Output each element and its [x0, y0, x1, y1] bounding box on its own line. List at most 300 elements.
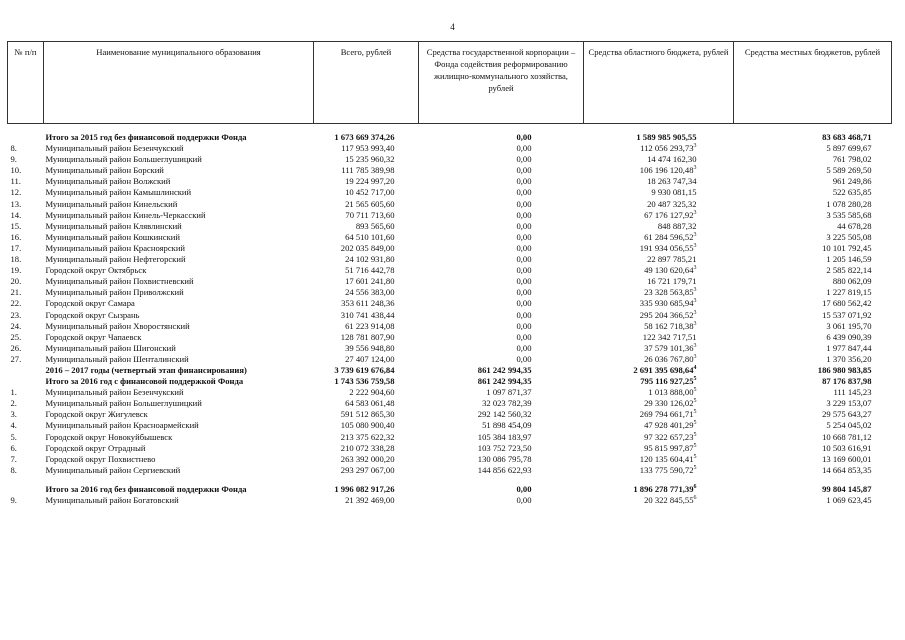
- row-number-text: 2.: [10, 398, 17, 409]
- regional-amount: [584, 376, 734, 387]
- row-number-text: 3.: [10, 409, 17, 420]
- total-amount: [314, 432, 419, 443]
- total-amount-text: 2 222 904,60: [349, 387, 395, 398]
- municipality-name-text: Муниципальный район Хворостянский: [45, 320, 190, 331]
- row-number-text: 5.: [10, 431, 17, 442]
- footnote-marker: 6: [693, 484, 697, 491]
- total-amount-text: 24 556 383,00: [345, 287, 395, 298]
- local-amount-text: 17 680 562,42: [822, 298, 872, 309]
- municipality-name-text: Городской округ Чапаевск: [45, 331, 142, 342]
- fund-amount: [419, 387, 584, 398]
- fund-amount-text: 0,00: [516, 331, 532, 342]
- fund-amount: [419, 187, 584, 198]
- total-amount-text: 111 785 389,98: [341, 165, 395, 176]
- row-number-text: 16.: [10, 231, 22, 242]
- local-amount-text: 1 078 280,28: [826, 198, 872, 209]
- municipality-name: [44, 484, 314, 495]
- total-amount: [314, 243, 419, 254]
- row-number: [8, 276, 44, 287]
- total-amount-text: 263 392 000,20: [340, 453, 395, 464]
- table-row: [8, 495, 892, 506]
- total-amount-text: 3 739 619 676,84: [334, 364, 395, 375]
- local-amount-text: 5 897 699,67: [826, 143, 872, 154]
- fund-amount-text: 0,00: [516, 309, 532, 320]
- fund-amount-text: 292 142 560,32: [477, 409, 532, 420]
- local-amount: [734, 432, 892, 443]
- regional-amount-text: 2 691 395 698,64: [633, 364, 694, 375]
- table-row: [8, 354, 892, 365]
- municipality-name: [44, 465, 314, 476]
- total-amount-text: 213 375 622,32: [340, 431, 395, 442]
- row-number-text: 27.: [10, 353, 22, 364]
- total-amount-text: 17 601 241,80: [345, 276, 395, 287]
- row-number: [8, 287, 44, 298]
- municipality-name: [44, 221, 314, 232]
- total-amount: [314, 465, 419, 476]
- local-amount: [734, 332, 892, 343]
- footnote-marker: 3: [693, 320, 697, 327]
- regional-amount: [584, 495, 734, 506]
- row-number-text: 8.: [10, 464, 17, 475]
- local-amount: [734, 143, 892, 154]
- municipality-name: [44, 287, 314, 298]
- regional-amount-text: 14 474 162,30: [647, 154, 697, 165]
- municipality-name: [44, 132, 314, 143]
- regional-amount-text: 97 322 657,23: [644, 431, 694, 442]
- total-amount: [314, 232, 419, 243]
- fund-amount-text: 0,00: [516, 198, 532, 209]
- row-number: [8, 298, 44, 309]
- local-amount-text: 83 683 468,71: [822, 132, 872, 142]
- table-row: [8, 465, 892, 476]
- fund-amount-text: 103 752 723,50: [477, 442, 532, 453]
- row-number-text: 22.: [10, 298, 22, 309]
- table-row: [8, 176, 892, 187]
- total-amount: [314, 443, 419, 454]
- fund-amount: [419, 143, 584, 154]
- regional-amount-text: 191 934 056,55: [639, 242, 694, 253]
- fund-amount: [419, 465, 584, 476]
- local-amount-text: 111 145,23: [833, 387, 872, 398]
- row-number-text: 19.: [10, 265, 22, 276]
- regional-amount: [584, 465, 734, 476]
- local-amount: [734, 232, 892, 243]
- local-amount: [734, 254, 892, 265]
- regional-amount-text: 295 204 366,52: [639, 309, 694, 320]
- spacer-row: [8, 124, 892, 133]
- footnote-marker: 6: [693, 495, 697, 502]
- fund-amount: [419, 243, 584, 254]
- row-number-text: 11.: [10, 176, 21, 187]
- row-number: [8, 343, 44, 354]
- row-number: [8, 432, 44, 443]
- regional-amount-text: 95 815 997,87: [644, 442, 694, 453]
- regional-amount-text: 122 342 717,51: [642, 331, 697, 342]
- row-number-text: 10.: [10, 165, 22, 176]
- fund-amount-text: 0,00: [516, 342, 532, 353]
- total-amount: [314, 276, 419, 287]
- local-amount: [734, 376, 892, 387]
- municipality-name-text: 2016 – 2017 годы (четвертый этап финансирования): [45, 364, 247, 375]
- header-fund: Средства государственной корпорации – Фонда содействия реформированию жилищно-коммунального хозяйства, рублей: [419, 42, 584, 124]
- municipality-name-text: Муниципальный район Красноярский: [45, 242, 186, 253]
- row-number: [8, 365, 44, 376]
- table-row: [8, 265, 892, 276]
- fund-amount: [419, 310, 584, 321]
- fund-amount: [419, 343, 584, 354]
- footnote-marker: 5: [693, 453, 697, 460]
- local-amount: [734, 387, 892, 398]
- total-amount: [314, 376, 419, 387]
- fund-amount-text: 144 856 622,93: [477, 464, 532, 475]
- municipality-name: [44, 187, 314, 198]
- row-number: [8, 454, 44, 465]
- regional-amount: [584, 187, 734, 198]
- fund-amount-text: 0,00: [516, 276, 532, 287]
- footnote-marker: 3: [693, 287, 697, 294]
- local-amount: [734, 298, 892, 309]
- total-amount: [314, 265, 419, 276]
- regional-amount-text: 848 887,32: [657, 220, 697, 231]
- total-amount: [314, 187, 419, 198]
- regional-amount: [584, 354, 734, 365]
- regional-amount: [584, 365, 734, 376]
- local-amount-text: 761 798,02: [832, 154, 872, 165]
- total-amount-text: 591 512 865,30: [340, 409, 395, 420]
- regional-amount-text: 37 579 101,36: [644, 342, 694, 353]
- table-row: [8, 432, 892, 443]
- municipality-name-text: Муниципальный район Кошкинский: [45, 231, 180, 242]
- row-number-text: 9.: [10, 495, 17, 505]
- fund-amount: [419, 276, 584, 287]
- total-amount-text: 353 611 248,36: [341, 298, 395, 309]
- municipality-name: [44, 321, 314, 332]
- row-number: [8, 354, 44, 365]
- regional-amount-text: 112 056 293,73: [640, 143, 694, 154]
- row-number-text: 1.: [10, 387, 17, 398]
- regional-amount-text: 335 930 685,94: [639, 298, 694, 309]
- fund-amount: [419, 176, 584, 187]
- footnote-marker: 3: [693, 354, 697, 361]
- fund-amount: [419, 354, 584, 365]
- fund-amount-text: 0,00: [516, 231, 532, 242]
- fund-amount: [419, 298, 584, 309]
- municipality-name: [44, 232, 314, 243]
- total-amount: [314, 321, 419, 332]
- local-amount: [734, 187, 892, 198]
- municipality-name: [44, 176, 314, 187]
- regional-amount: [584, 243, 734, 254]
- regional-amount: [584, 232, 734, 243]
- municipality-name: [44, 276, 314, 287]
- spacer-row: [8, 476, 892, 484]
- header-regional: Средства областного бюджета, рублей: [584, 42, 734, 124]
- regional-amount: [584, 443, 734, 454]
- footnote-marker: 3: [693, 165, 697, 172]
- regional-amount-text: 49 130 620,64: [644, 265, 694, 276]
- local-amount: [734, 420, 892, 431]
- fund-amount-text: 51 898 454,09: [482, 420, 532, 431]
- local-amount-text: 1 227 819,15: [826, 287, 872, 298]
- row-number: [8, 376, 44, 387]
- municipality-name-text: Муниципальный район Большеглушицкий: [45, 154, 202, 165]
- municipality-name-text: Муниципальный район Нефтегорский: [45, 254, 186, 265]
- local-amount: [734, 343, 892, 354]
- footnote-marker: 3: [693, 309, 697, 316]
- fund-amount-text: 0,00: [516, 298, 532, 309]
- local-amount: [734, 310, 892, 321]
- footnote-marker: 5: [693, 376, 697, 383]
- local-amount-text: 961 249,86: [832, 176, 872, 187]
- total-amount-text: 128 781 807,90: [340, 331, 395, 342]
- local-amount: [734, 221, 892, 232]
- table-row: [8, 332, 892, 343]
- table-row: [8, 343, 892, 354]
- local-amount-text: 14 664 853,35: [822, 464, 872, 475]
- total-amount: [314, 221, 419, 232]
- local-amount-text: 10 101 792,45: [822, 242, 872, 253]
- municipality-name-text: Муниципальный район Безенчукский: [45, 387, 184, 398]
- row-number: [8, 409, 44, 420]
- local-amount: [734, 484, 892, 495]
- municipality-name: [44, 165, 314, 176]
- row-number: [8, 165, 44, 176]
- municipality-name-text: Муниципальный район Камышлинский: [45, 187, 192, 198]
- fund-amount-text: 0,00: [516, 220, 532, 231]
- row-number: [8, 232, 44, 243]
- row-number: [8, 420, 44, 431]
- fund-amount: [419, 376, 584, 387]
- regional-amount: [584, 409, 734, 420]
- regional-amount: [584, 454, 734, 465]
- fund-amount: [419, 165, 584, 176]
- regional-amount-text: 47 928 401,29: [644, 420, 694, 431]
- municipality-name: [44, 265, 314, 276]
- local-amount-text: 3 061 195,70: [826, 320, 872, 331]
- fund-amount: [419, 454, 584, 465]
- municipality-name: [44, 199, 314, 210]
- table-body: [8, 124, 892, 507]
- row-number-text: 15.: [10, 220, 22, 231]
- row-number-text: 4.: [10, 420, 17, 431]
- fund-amount-text: 0,00: [516, 176, 532, 187]
- total-amount-text: 61 223 914,08: [345, 320, 395, 331]
- fund-amount-text: 0,00: [516, 242, 532, 253]
- total-amount: [314, 409, 419, 420]
- fund-amount-text: 0,00: [516, 187, 532, 198]
- fund-amount-text: 0,00: [516, 353, 532, 364]
- local-amount-text: 3 229 153,07: [826, 398, 872, 409]
- table-row: [8, 276, 892, 287]
- table-row: [8, 232, 892, 243]
- footnote-marker: 5: [693, 409, 697, 416]
- total-amount-text: 310 741 438,44: [340, 309, 395, 320]
- regional-amount-text: 20 487 325,32: [647, 198, 697, 209]
- total-amount: [314, 398, 419, 409]
- row-number-text: 13.: [10, 198, 22, 209]
- regional-amount-text: 23 328 563,85: [644, 287, 694, 298]
- total-amount: [314, 332, 419, 343]
- table-header: [8, 42, 892, 124]
- fund-amount-text: 0,00: [516, 254, 532, 265]
- regional-amount: [584, 254, 734, 265]
- municipality-name-text: Муниципальный район Борский: [45, 165, 164, 176]
- spacer-cell: [8, 124, 892, 133]
- total-amount: [314, 254, 419, 265]
- row-number-text: 20.: [10, 276, 22, 287]
- local-amount-text: 6 439 090,39: [826, 331, 872, 342]
- row-number: [8, 243, 44, 254]
- fund-amount: [419, 232, 584, 243]
- footnote-marker: 5: [693, 431, 697, 438]
- table-row: [8, 298, 892, 309]
- fund-amount-text: 0,00: [516, 154, 532, 165]
- municipality-name: [44, 332, 314, 343]
- table-row: [8, 287, 892, 298]
- local-amount-text: 87 176 837,98: [822, 376, 872, 387]
- local-amount-text: 29 575 643,27: [822, 409, 872, 420]
- row-number-text: 9.: [10, 154, 17, 165]
- regional-amount-text: 58 162 718,38: [644, 320, 694, 331]
- fund-amount: [419, 210, 584, 221]
- fund-amount-text: 0,00: [516, 287, 532, 298]
- header-local: Средства местных бюджетов, рублей: [734, 42, 892, 124]
- table-row: [8, 165, 892, 176]
- fund-amount: [419, 484, 584, 495]
- total-amount: [314, 420, 419, 431]
- local-amount-text: 3 535 585,68: [826, 209, 872, 220]
- total-amount-text: 105 080 900,40: [340, 420, 395, 431]
- local-amount: [734, 465, 892, 476]
- fund-amount-text: 0,00: [516, 265, 532, 276]
- row-number: [8, 210, 44, 221]
- row-number-text: 24.: [10, 320, 22, 331]
- municipality-name: [44, 254, 314, 265]
- row-number: [8, 132, 44, 143]
- row-number: [8, 199, 44, 210]
- local-amount-text: 2 585 822,14: [826, 265, 872, 276]
- total-amount-text: 15 235 960,32: [345, 154, 395, 165]
- municipality-name: [44, 454, 314, 465]
- municipality-name-text: Муниципальный район Клявлинский: [45, 220, 182, 231]
- local-amount-text: 1 370 356,20: [826, 353, 872, 364]
- table-row: [8, 443, 892, 454]
- municipality-name-text: Городской округ Жигулевск: [45, 409, 148, 420]
- row-number: [8, 332, 44, 343]
- municipality-name: [44, 354, 314, 365]
- fund-amount: [419, 221, 584, 232]
- total-amount: [314, 354, 419, 365]
- financing-table: [7, 41, 892, 506]
- row-number: [8, 495, 44, 506]
- fund-amount: [419, 154, 584, 165]
- fund-amount: [419, 321, 584, 332]
- municipality-name-text: Городской округ Новокуйбышевск: [45, 431, 173, 442]
- local-amount: [734, 354, 892, 365]
- regional-amount: [584, 298, 734, 309]
- table-row: [8, 387, 892, 398]
- total-amount-text: 202 035 849,00: [340, 242, 395, 253]
- total-amount-text: 70 711 713,60: [345, 209, 395, 220]
- local-amount-text: 5 589 269,50: [826, 165, 872, 176]
- local-amount: [734, 398, 892, 409]
- total-amount-text: 19 224 997,20: [345, 176, 395, 187]
- municipality-name-text: Городской округ Отрадный: [45, 442, 146, 453]
- municipality-name: [44, 376, 314, 387]
- total-amount-text: 51 716 442,78: [345, 265, 395, 276]
- total-amount-text: 10 452 717,00: [345, 187, 395, 198]
- total-amount: [314, 343, 419, 354]
- total-amount-text: 1 673 669 374,26: [334, 132, 395, 142]
- regional-amount-text: 133 775 590,72: [639, 464, 694, 475]
- municipality-name-text: Итого за 2016 год без финансовой поддержки Фонда: [45, 483, 247, 494]
- municipality-name: [44, 365, 314, 376]
- table-row: [8, 143, 892, 154]
- regional-amount: [584, 321, 734, 332]
- footnote-marker: 3: [693, 143, 697, 150]
- total-amount-text: 210 072 338,28: [340, 442, 395, 453]
- row-number: [8, 143, 44, 154]
- local-amount: [734, 287, 892, 298]
- table-row: [8, 254, 892, 265]
- local-amount-text: 44 678,28: [837, 220, 872, 231]
- total-amount: [314, 210, 419, 221]
- total-amount: [314, 387, 419, 398]
- local-amount: [734, 276, 892, 287]
- fund-amount: [419, 132, 584, 143]
- fund-amount: [419, 332, 584, 343]
- fund-amount: [419, 495, 584, 506]
- row-number-text: 17.: [10, 242, 22, 253]
- footnote-marker: 3: [693, 298, 697, 305]
- header-name: Наименование муниципального образования: [44, 42, 314, 124]
- total-amount: [314, 495, 419, 506]
- local-amount-text: 99 804 145,87: [822, 483, 872, 494]
- regional-amount-text: 22 897 785,21: [647, 254, 697, 265]
- municipality-name-text: Муниципальный район Красноармейский: [45, 420, 199, 431]
- fund-amount: [419, 254, 584, 265]
- row-number: [8, 254, 44, 265]
- municipality-name: [44, 495, 314, 506]
- total-amount-text: 64 583 061,48: [345, 398, 395, 409]
- local-amount: [734, 132, 892, 143]
- row-number-text: 21.: [10, 287, 22, 298]
- fund-amount-text: 861 242 994,35: [477, 376, 532, 387]
- total-row: [8, 484, 892, 495]
- footnote-marker: 3: [693, 342, 697, 349]
- local-amount: [734, 210, 892, 221]
- regional-amount: [584, 332, 734, 343]
- row-number: [8, 221, 44, 232]
- table-row: [8, 210, 892, 221]
- local-amount-text: 10 668 781,12: [822, 431, 872, 442]
- municipality-name: [44, 398, 314, 409]
- fund-amount-text: 0,00: [516, 483, 532, 494]
- row-number: [8, 443, 44, 454]
- regional-amount-text: 26 036 767,80: [644, 353, 694, 364]
- total-amount: [314, 165, 419, 176]
- total-amount-text: 21 392 469,00: [345, 495, 395, 505]
- municipality-name-text: Муниципальный район Похвистневский: [45, 276, 194, 287]
- table-row: [8, 398, 892, 409]
- table-row: [8, 409, 892, 420]
- row-number-text: 25.: [10, 331, 22, 342]
- regional-amount: [584, 132, 734, 143]
- row-number: [8, 387, 44, 398]
- regional-amount-text: 795 116 927,25: [640, 376, 694, 387]
- local-amount-text: 13 169 600,01: [822, 453, 872, 464]
- regional-amount-text: 20 322 845,55: [644, 495, 694, 505]
